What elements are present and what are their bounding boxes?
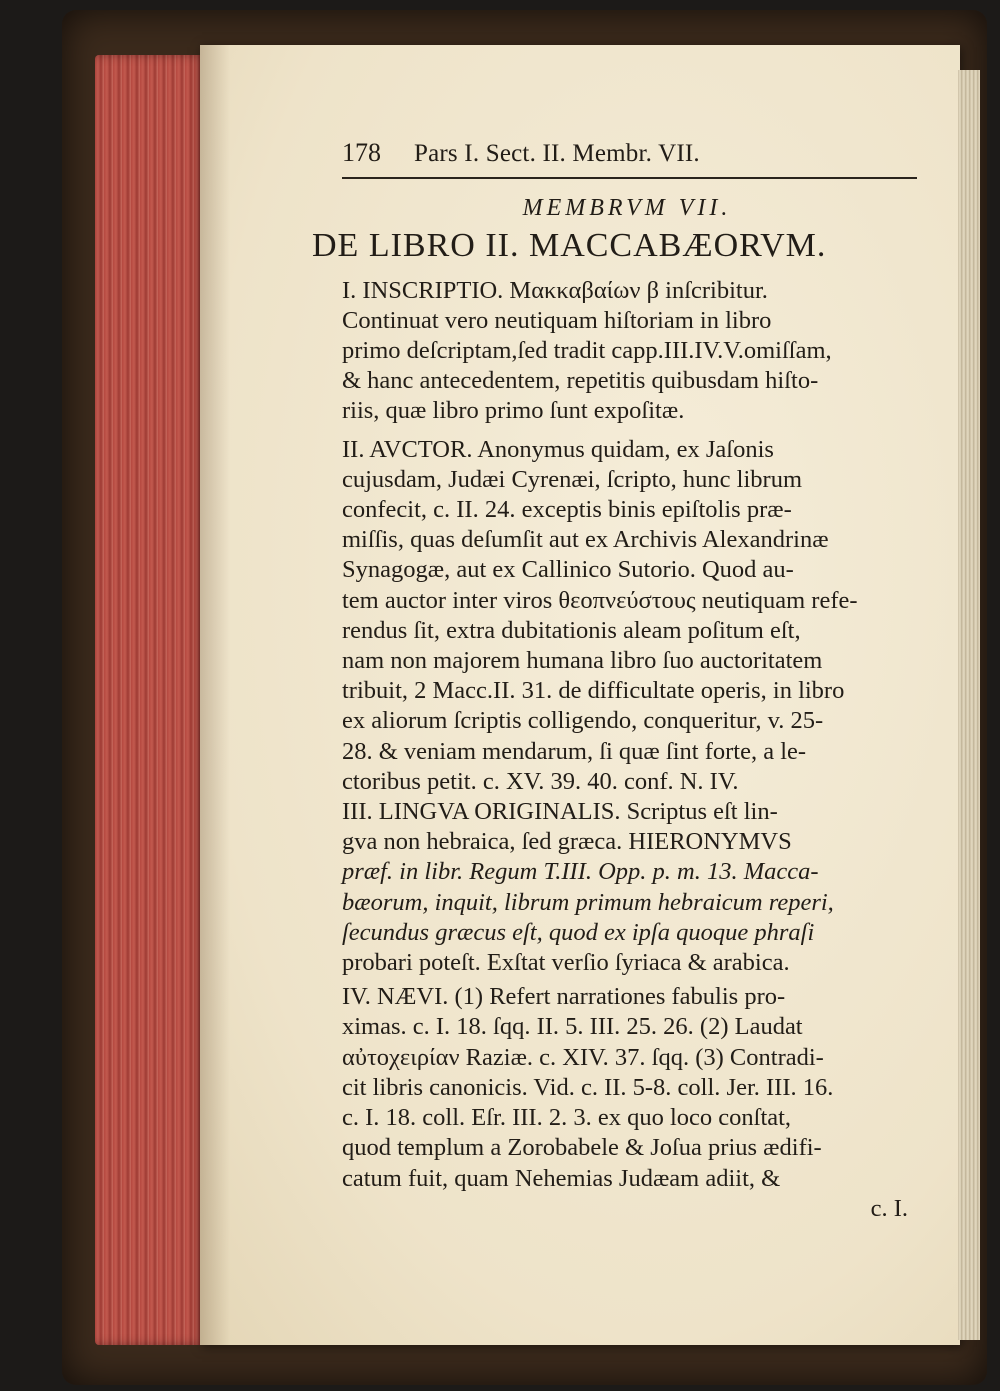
text-line: cit libris canonicis. Vid. c. II. 5-8. coll. Jer. III. 16. — [342, 1073, 834, 1101]
text-line: c. I. 18. coll. Eſr. III. 2. 3. ex quo loco conſtat, — [342, 1104, 792, 1132]
text-line: I. INSCRIPTIO. Μακκαβαίων β inſcribitur. — [342, 276, 768, 304]
page-number: 178 — [342, 138, 381, 167]
text-line: nam non majorem humana libro ſuo auctoritatem — [342, 647, 823, 675]
text-line: miſſis, quas deſumſit aut ex Archivis Alexandrinæ — [342, 526, 829, 554]
page-text — [312, 138, 912, 1224]
text-line: quod templum a Zorobabele & Joſua prius ædifi- — [342, 1134, 822, 1162]
text-line: tem auctor inter viros θεοπνεύστους neutiquam refe- — [342, 586, 858, 614]
running-title: Pars I. Sect. II. Membr. VII. — [414, 140, 700, 167]
text-line: II. AVCTOR. Anonymus quidam, ex Jaſonis — [342, 435, 774, 463]
running-head — [342, 138, 917, 179]
text-line: ex aliorum ſcriptis colligendo, conqueritur, v. 25- — [342, 707, 824, 735]
text-line: catum fuit, quam Nehemias Judæam adiit, & — [342, 1164, 781, 1192]
text-line: bæorum, inquit, librum primum hebraicum reperi, — [342, 888, 834, 916]
text-line: primo deſcriptam,ſed tradit capp.III.IV.V.omiſſam, — [342, 337, 832, 365]
section-lingva — [342, 797, 912, 978]
section-auctor — [342, 435, 912, 797]
page-edges — [95, 55, 207, 1345]
text-line: præf. in libr. Regum T.III. Opp. p. m. 13. Macca- — [342, 858, 819, 886]
gutter-shadow — [200, 45, 230, 1345]
chapter-title: DE LIBRO II. MACCABÆORVM. — [312, 227, 827, 265]
text-line: Continuat vero neutiquam hiſtoriam in libro — [342, 306, 772, 334]
membrum-heading: MEMBRVM VII. — [522, 195, 732, 222]
text-line: tribuit, 2 Macc.II. 31. de difficultate operis, in libro — [342, 677, 845, 705]
section-naevi — [342, 982, 912, 1193]
text-line: Synagogæ, aut ex Callinico Sutorio. Quod au- — [342, 556, 794, 584]
text-line: ximas. c. I. 18. ſqq. II. 5. III. 25. 26. (2) Laudat — [342, 1013, 803, 1041]
text-line: III. LINGVA ORIGINALIS. Scriptus eſt lin- — [342, 798, 778, 826]
facing-page-edge — [958, 70, 980, 1340]
text-line: rendus ſit, extra dubitationis aleam poſitum eſt, — [342, 616, 801, 644]
text-line: confecit, c. II. 24. exceptis binis epiſtolis præ- — [342, 496, 792, 524]
text-line: riis, quæ libro primo ſunt expoſitæ. — [342, 397, 685, 425]
text-line: αὐτοχειρίαν Raziæ. c. XIV. 37. ſqq. (3) Contradi- — [342, 1043, 824, 1071]
text-line: 28. & veniam mendarum, ſi quæ ſint forte, a le- — [342, 737, 807, 765]
text-line: cujusdam, Judæi Cyrenæi, ſcripto, hunc librum — [342, 465, 803, 493]
text-line: probari poteſt. Exſtat verſio ſyriaca & arabica. — [342, 949, 790, 977]
section-inscriptio — [342, 276, 912, 427]
text-line: ctoribus petit. c. XV. 39. 40. conf. N. IV. — [342, 767, 739, 795]
text-line: IV. NÆVI. (1) Refert narrationes fabulis pro- — [342, 983, 786, 1011]
text-line: ſecundus græcus eſt, quod ex ipſa quoque phraſi — [342, 918, 815, 946]
catchword: c. I. — [870, 1194, 908, 1222]
text-line: gva non hebraica, ſed græca. HIERONYMVS — [342, 828, 792, 856]
text-line: & hanc antecedentem, repetitis quibusdam hiſto- — [342, 367, 819, 395]
